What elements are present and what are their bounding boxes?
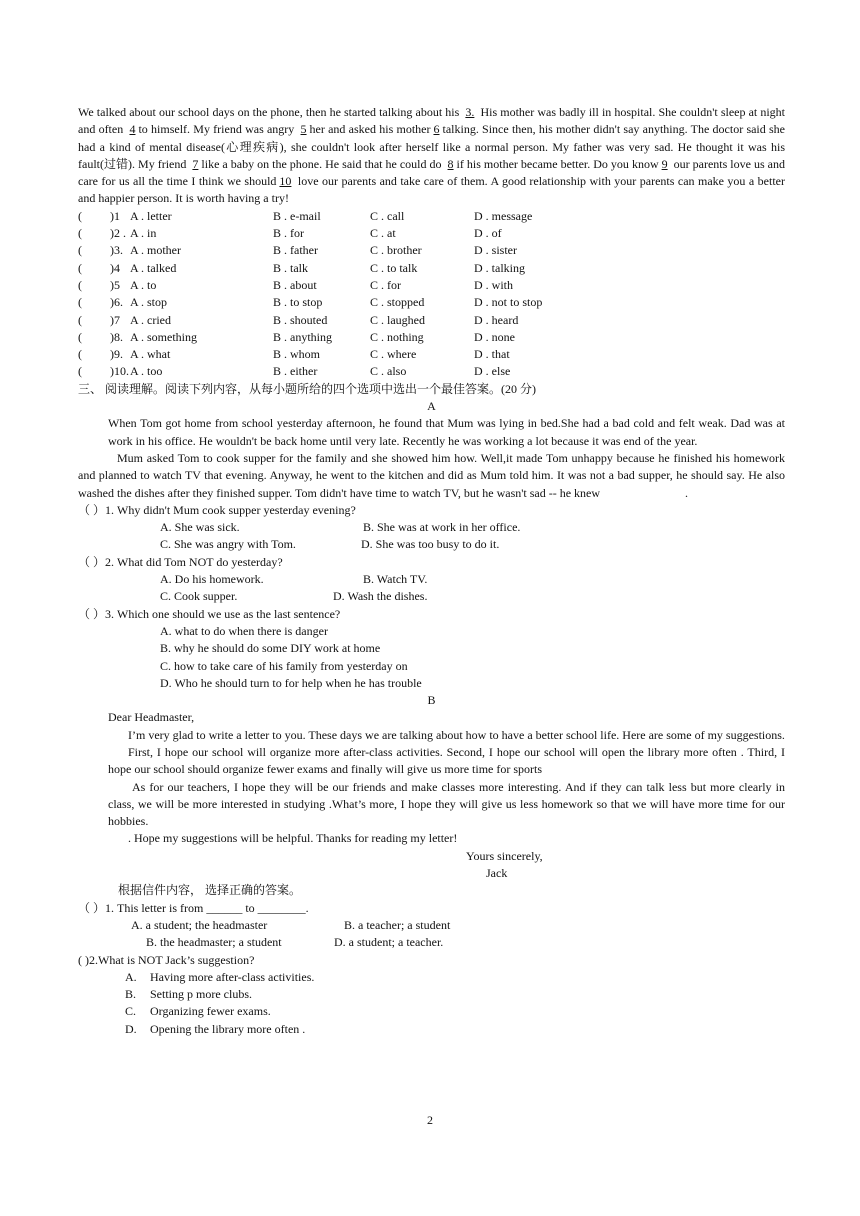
passage-a-label: A: [427, 399, 436, 414]
letter-paragraph-3: As for our teachers, I hope they will be our friends and make classes more interesting. And if they can talk less but more clearly in class, we will be more interested in studying .What’s more, I hope they will give us less homework so that we will have more time for our hobbies.: [108, 779, 785, 829]
cloze-question-1: ( )1 A . letter B . e-mail C . call D . message: [78, 208, 533, 223]
cloze-question-8: ( )8. A . something B . anything C . nothing D . none: [78, 329, 515, 344]
cloze-question-9: ( )9. A . what B . whom C . where D . that: [78, 347, 510, 362]
letter-paragraph-1: I’m very glad to write a letter to you. These days we are talking about how to have a better school life. Here are some of my suggestions.: [128, 727, 785, 742]
cloze-question-4: ( )4 A . talked B . talk C . to talk D . talking: [78, 260, 525, 275]
passage-a-question-1: （ ）1. Why didn't Mum cook supper yesterday evening? A. She was sick. B. She was at work in her office. C. She was angry with Tom. D. She was too busy to do it.: [78, 502, 521, 552]
passage-b-label: B: [427, 693, 436, 708]
passage-a-question-2: （ ）2. What did Tom NOT do yesterday? A. Do his homework. B. Watch TV. C. Cook supper. D. Wash the dishes.: [78, 554, 428, 604]
letter-salutation: Dear Headmaster,: [108, 710, 195, 725]
letter-paragraph-2: First, I hope our school will organize more after-class activities. Second, I hope our school will open the library more often . Third, I hope our school should organize fewer exams and finally will give us more time for sports: [108, 744, 785, 777]
cloze-question-7: ( )7 A . cried B . shouted C . laughed D . heard: [78, 312, 519, 327]
cloze-questions: [78, 208, 785, 381]
section-3-heading: 三、 阅读理解。阅读下列内容，从每小题所给的四个选项中选出一个最佳答案。(20 分): [78, 381, 536, 396]
blank-6: 6: [433, 122, 440, 137]
blank-3: 3.: [465, 105, 475, 119]
passage-a-paragraph-1: When Tom got home from school yesterday afternoon, he found that Mum was lying in bed.She had a bad cold and felt weak. Dad was at work in his office. He wouldn't be back home until very late. Recently he was working a lot because it was end of the year.: [108, 416, 785, 448]
cloze-question-10: ( )10. A . too B . either C . also D . else: [78, 364, 511, 379]
cloze-question-3: ( )3. A . mother B . father C . brother D . sister: [78, 243, 517, 258]
blank-9: 9: [661, 156, 668, 171]
cloze-question-2: ( )2 . A . in B . for C . at D . of: [78, 226, 502, 241]
cloze-question-5: ( )5 A . to B . about C . for D . with: [78, 277, 513, 292]
passage-a-paragraph-2: Mum asked Tom to cook supper for the family and she showed him how. Well,it made Tom unhappy because he finished his homework and planned to watch TV that evening. Anyway, he went to the kitchen and did as Mum told him. It was not a bad supper, he should say. He also washed the dishes after they finished supper. Tom didn't have time to watch TV, but he wasn't sad -- he knew .: [78, 450, 785, 500]
blank-10: 10: [279, 174, 292, 189]
worksheet-page: [78, 104, 785, 1038]
passage-b-question-2: ( )2.What is NOT Jack’s suggestion? A. Having more after-class activities. B. Setting p more clubs. C. Organizing fewer exams. D. Opening the library more often .: [78, 952, 315, 1036]
passage-a-question-3: （ ）3. Which one should we use as the last sentence? A. what to do when there is danger B. why he should do some DIY work at home C. how to take care of his family from yesterday on D. Who he should turn to for help when he has trouble: [78, 606, 422, 690]
letter-instruction: 根据信件内容， 选择正确的答案。: [118, 883, 302, 898]
blank-4: 4: [129, 122, 136, 137]
blank-7: 7: [192, 156, 199, 171]
passage-a-blank: [603, 486, 685, 500]
letter-paragraph-4: . Hope my suggestions will be helpful. Thanks for reading my letter!: [128, 831, 458, 846]
letter-signature: Jack: [486, 866, 508, 881]
passage-b-question-1: （ ）1. This letter is from ______ to ________. A. a student; the headmaster B. a teacher; a student B. the headmaster; a student D. a student; a teacher.: [78, 900, 451, 950]
cloze-passage: We talked about our school days on the phone, then he started talking about his 3. His mother was badly ill in hospital. She couldn't sleep at night and often 4 to himself. My friend was angry 5 her and asked his mother 6 talking. Since then, his mother didn't say anything. The doctor said she had a kind of mental disease(心理疾病), she couldn't look after herself like a normal person. My father was very sad. He thought it was his fault(过错). My friend 7 like a baby on the phone. He said that he could do 8 if his mother became better. Do you know 9 our parents love us and care for us all the time I think we should 10 love our parents and take care of them. A good relationship with your parents can make you a better and happier person. It is worth having a try!: [78, 105, 786, 206]
page-number: 2: [427, 1113, 433, 1127]
cloze-question-6: ( )6. A . stop B . to stop C . stopped D . not to stop: [78, 295, 543, 310]
blank-5: 5: [300, 122, 307, 137]
blank-8: 8: [447, 156, 454, 171]
letter-closing: Yours sincerely,: [466, 848, 543, 863]
